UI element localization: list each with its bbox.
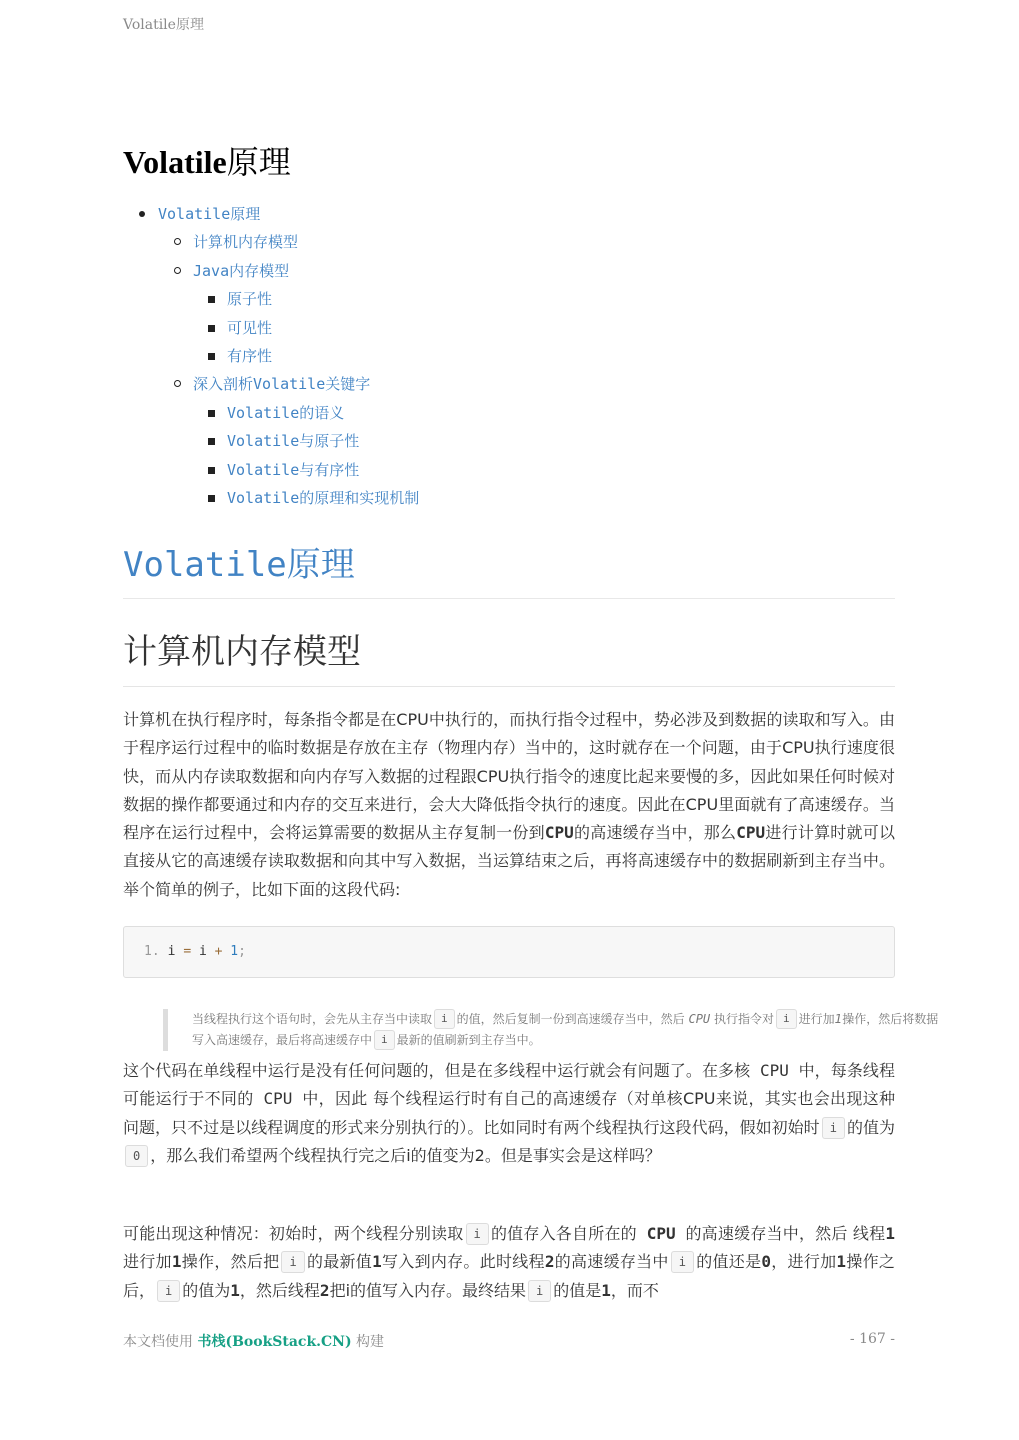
bullet-icon [174,238,181,245]
bullet-icon [139,211,145,217]
bullet-icon [208,325,215,332]
bullet-icon [208,438,215,445]
toc-item [123,285,903,313]
toc-item [123,456,903,484]
inline-code: i [822,1117,845,1139]
running-header: Volatile原理 [123,17,204,33]
inline-code: i [157,1280,180,1302]
bullet-icon [174,267,181,274]
inline-code: i [528,1280,551,1302]
blockquote-note: 当线程执行这个语句时，会先从主存当中读取 i 的值，然后复制一份到高速缓存当中，然后 CPU 执行指令对 i 进行加1操作，然后将数据写入高速缓存，最后将高速缓存中 i 最新的值刷新到主存当中。 [163,1009,942,1051]
inline-code: 0 [125,1145,148,1167]
paragraph-race-condition: 可能出现这种情况：初始时，两个线程分别读取 i 的值存入各自所在的 CPU 的高速缓存当中，然后 线程1 进行加1操作，然后把 i 的最新值1写入到内存。此时线程2的高速缓存当中 i 的值还是0，进行加1操作之后， i 的值为1，然后线程2把i的值写入内存。最终结果 i 的值是1，而不 [123,1224,895,1300]
toc-link[interactable]: Volatile与有序性 [227,460,360,479]
toc-item [123,342,903,370]
line-number: 1. [144,944,160,959]
page-number: - 167 - [849,1331,895,1347]
document-title [123,140,291,184]
paragraph-cpu-cache: 计算机在执行程序时，每条指令都是在CPU中执行的，而执行指令过程中，势必涉及到数据的读取和写入。由于程序运行过程中的临时数据是存放在主存（物理内存）当中的，这时就存在一个问题，由于CPU执行速度很快，而从内存读取数据和向内存写入数据的过程跟CPU执行指令的速度比起来要慢的多，因此如果任何时候对数据的操作都要通过和内存的交互来进行，会大大降低指令执行的速度。因此在CPU里面就有了高速缓存。当程序在运行过程中，会将运算需要的数据从主存复制一份到CPU的高速缓存当中，那么CPU进行计算时就可以直接从它的高速缓存读取数据和向其中写入数据，当运算结束之后，再将高速缓存中的数据刷新到主存当中。举个简单的例子，比如下面的这段代码: [123,710,895,899]
section-heading: Volatile原理 [123,542,895,599]
bullet-icon [208,410,215,417]
footer-credit: 本文档使用 书栈(BookStack.CN) 构建 [123,1334,385,1350]
toc-list [123,200,903,512]
bookstack-link[interactable]: 书栈(BookStack.CN) [197,1334,352,1350]
toc-link[interactable]: 有序性 [227,346,273,365]
inline-code: i [434,1009,455,1029]
subsection-heading: 计算机内存模型 [123,628,895,687]
inline-code: i [281,1251,304,1273]
toc-link[interactable]: Volatile的原理和实现机制 [227,488,420,507]
toc-item [123,257,903,285]
toc-item [123,399,903,427]
title-latin: Volatile [123,144,227,180]
toc-item [123,200,903,228]
bullet-icon [208,495,215,502]
inline-code: i [374,1030,395,1050]
toc-link[interactable]: Java内存模型 [193,261,290,280]
toc-link[interactable]: Volatile与原子性 [227,432,360,451]
inline-code: i [776,1009,797,1029]
toc-link[interactable]: 深入剖析Volatile关键字 [193,375,371,394]
inline-code: i [466,1223,489,1245]
toc-item [123,484,903,512]
toc-item [123,427,903,455]
bullet-icon [208,467,215,474]
bullet-icon [208,296,215,303]
paragraph-multithread: 这个代码在单线程中运行是没有任何问题的，但是在多线程中运行就会有问题了。在多核 CPU 中，每条线程可能运行于不同的 CPU 中，因此 每个线程运行时有自己的高速缓存（对单核CPU来说，其实也会出现这种问题，只不过是以线程调度的形式来分别执行的）。比如同时有两个线程执行这段代码，假如初始时 i 的值为0 ，那么我们希望两个线程执行完之后i的值变为2。但是事实会是这样吗？ [123,1061,895,1165]
inline-code: i [671,1251,694,1273]
table-of-contents [123,200,903,512]
code-block: 1. i = i + 1; [123,926,895,978]
toc-link[interactable]: Volatile的语义 [227,403,345,422]
toc-item [123,314,903,342]
bullet-icon [208,353,215,360]
toc-item [123,228,903,256]
toc-link[interactable]: 可见性 [227,318,273,337]
bullet-icon [174,380,181,387]
toc-link[interactable]: 计算机内存模型 [193,233,299,252]
toc-link[interactable]: Volatile原理 [158,205,261,223]
title-cjk: 原理 [226,143,291,181]
toc-link[interactable]: 原子性 [227,290,273,309]
toc-item [123,370,903,398]
